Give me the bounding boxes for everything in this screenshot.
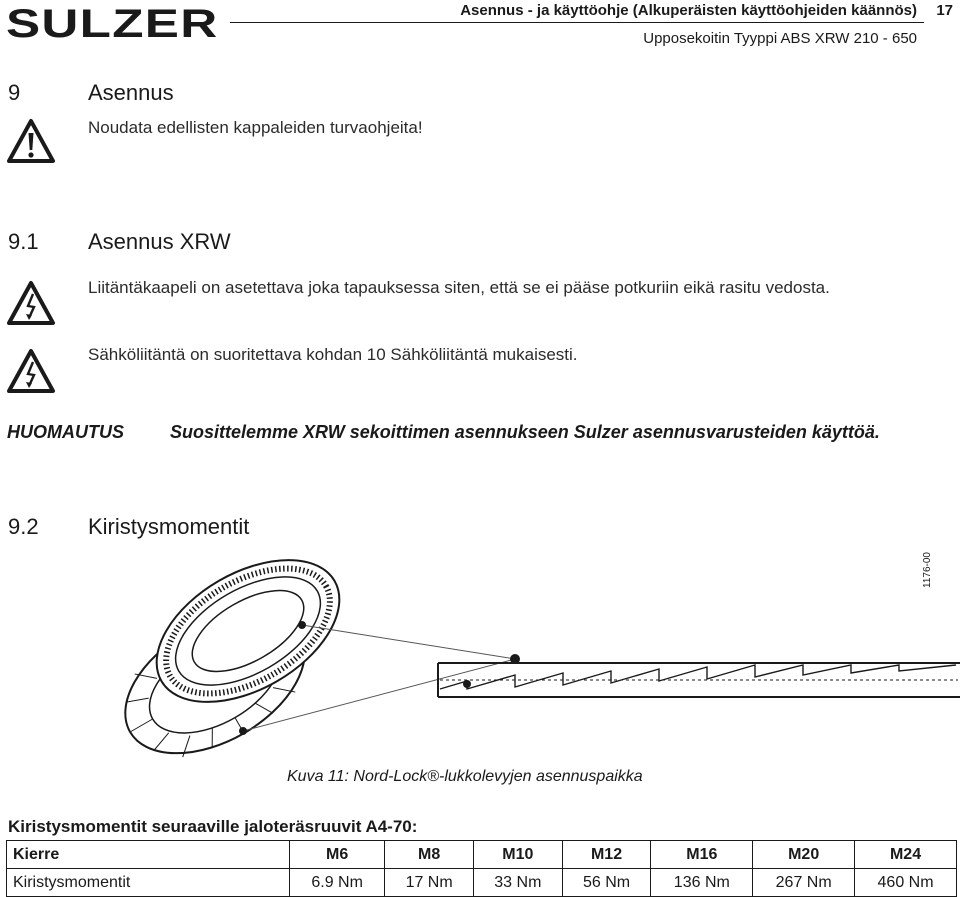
column-header: M12 xyxy=(562,841,651,869)
table-cell: 460 Nm xyxy=(855,869,957,897)
notice-label: HUOMAUTUS xyxy=(7,422,124,442)
figure-caption: Kuva 11: Nord-Lock®-lukkolevyjen asennuspaikka xyxy=(287,768,643,785)
warning-exclamation-icon xyxy=(6,118,56,164)
column-header: M16 xyxy=(651,841,753,869)
document-title: Asennus - ja käyttöohje (Alkuperäisten käyttöohjeiden käännös) xyxy=(460,2,917,19)
serration-profile xyxy=(438,663,960,697)
electrical-hazard-icon xyxy=(6,280,56,326)
section-number: 9 xyxy=(8,80,21,105)
table-cell: 136 Nm xyxy=(651,869,753,897)
callout-dot xyxy=(463,680,471,688)
callout-dot xyxy=(239,727,247,735)
callout-dot xyxy=(298,621,306,629)
row-label: Kiristysmomentit xyxy=(7,869,290,897)
column-header: M10 xyxy=(473,841,562,869)
section-title: Kiristysmomentit xyxy=(88,514,250,539)
document-subtitle: Upposekoitin Tyyppi ABS XRW 210 - 650 xyxy=(643,30,917,47)
table-cell: 17 Nm xyxy=(385,869,474,897)
section-number: 9.1 xyxy=(8,229,39,254)
nord-lock-washer-figure xyxy=(120,553,960,763)
sulzer-logo: SULZER xyxy=(6,2,219,46)
cable-warning-text: Liitäntäkaapeli on asetettava joka tapauksessa siten, että se ei pääse potkuriin eikä rasitu vedosta. xyxy=(88,278,830,297)
table-cell: 6.9 Nm xyxy=(290,869,385,897)
column-header: M6 xyxy=(290,841,385,869)
torque-table xyxy=(6,840,957,897)
column-header: M24 xyxy=(855,841,957,869)
electrical-hazard-icon xyxy=(6,348,56,394)
table-cell: 33 Nm xyxy=(473,869,562,897)
table-cell: 56 Nm xyxy=(562,869,651,897)
safety-instruction-text: Noudata edellisten kappaleiden turvaohjeita! xyxy=(88,118,423,137)
column-header: M20 xyxy=(753,841,855,869)
column-header: M8 xyxy=(385,841,474,869)
header-divider xyxy=(230,22,924,23)
electrical-connection-text: Sähköliitäntä on suoritettava kohdan 10 Sähköliitäntä mukaisesti. xyxy=(88,345,578,364)
table-row xyxy=(7,869,957,897)
section-title: Asennus XRW xyxy=(88,229,231,254)
table-caption: Kiristysmomentit seuraaville jaloteräsruuvit A4-70: xyxy=(8,817,418,836)
notice-text: Suosittelemme XRW sekoittimen asennukseen Sulzer asennusvarusteiden käyttöä. xyxy=(170,422,880,442)
table-header-label: Kierre xyxy=(7,841,290,869)
figure-code: 1176-00 xyxy=(922,552,933,588)
section-title: Asennus xyxy=(88,80,174,105)
page-number: 17 xyxy=(936,2,953,19)
section-number: 9.2 xyxy=(8,514,39,539)
table-header-row xyxy=(7,841,957,869)
table-cell: 267 Nm xyxy=(753,869,855,897)
